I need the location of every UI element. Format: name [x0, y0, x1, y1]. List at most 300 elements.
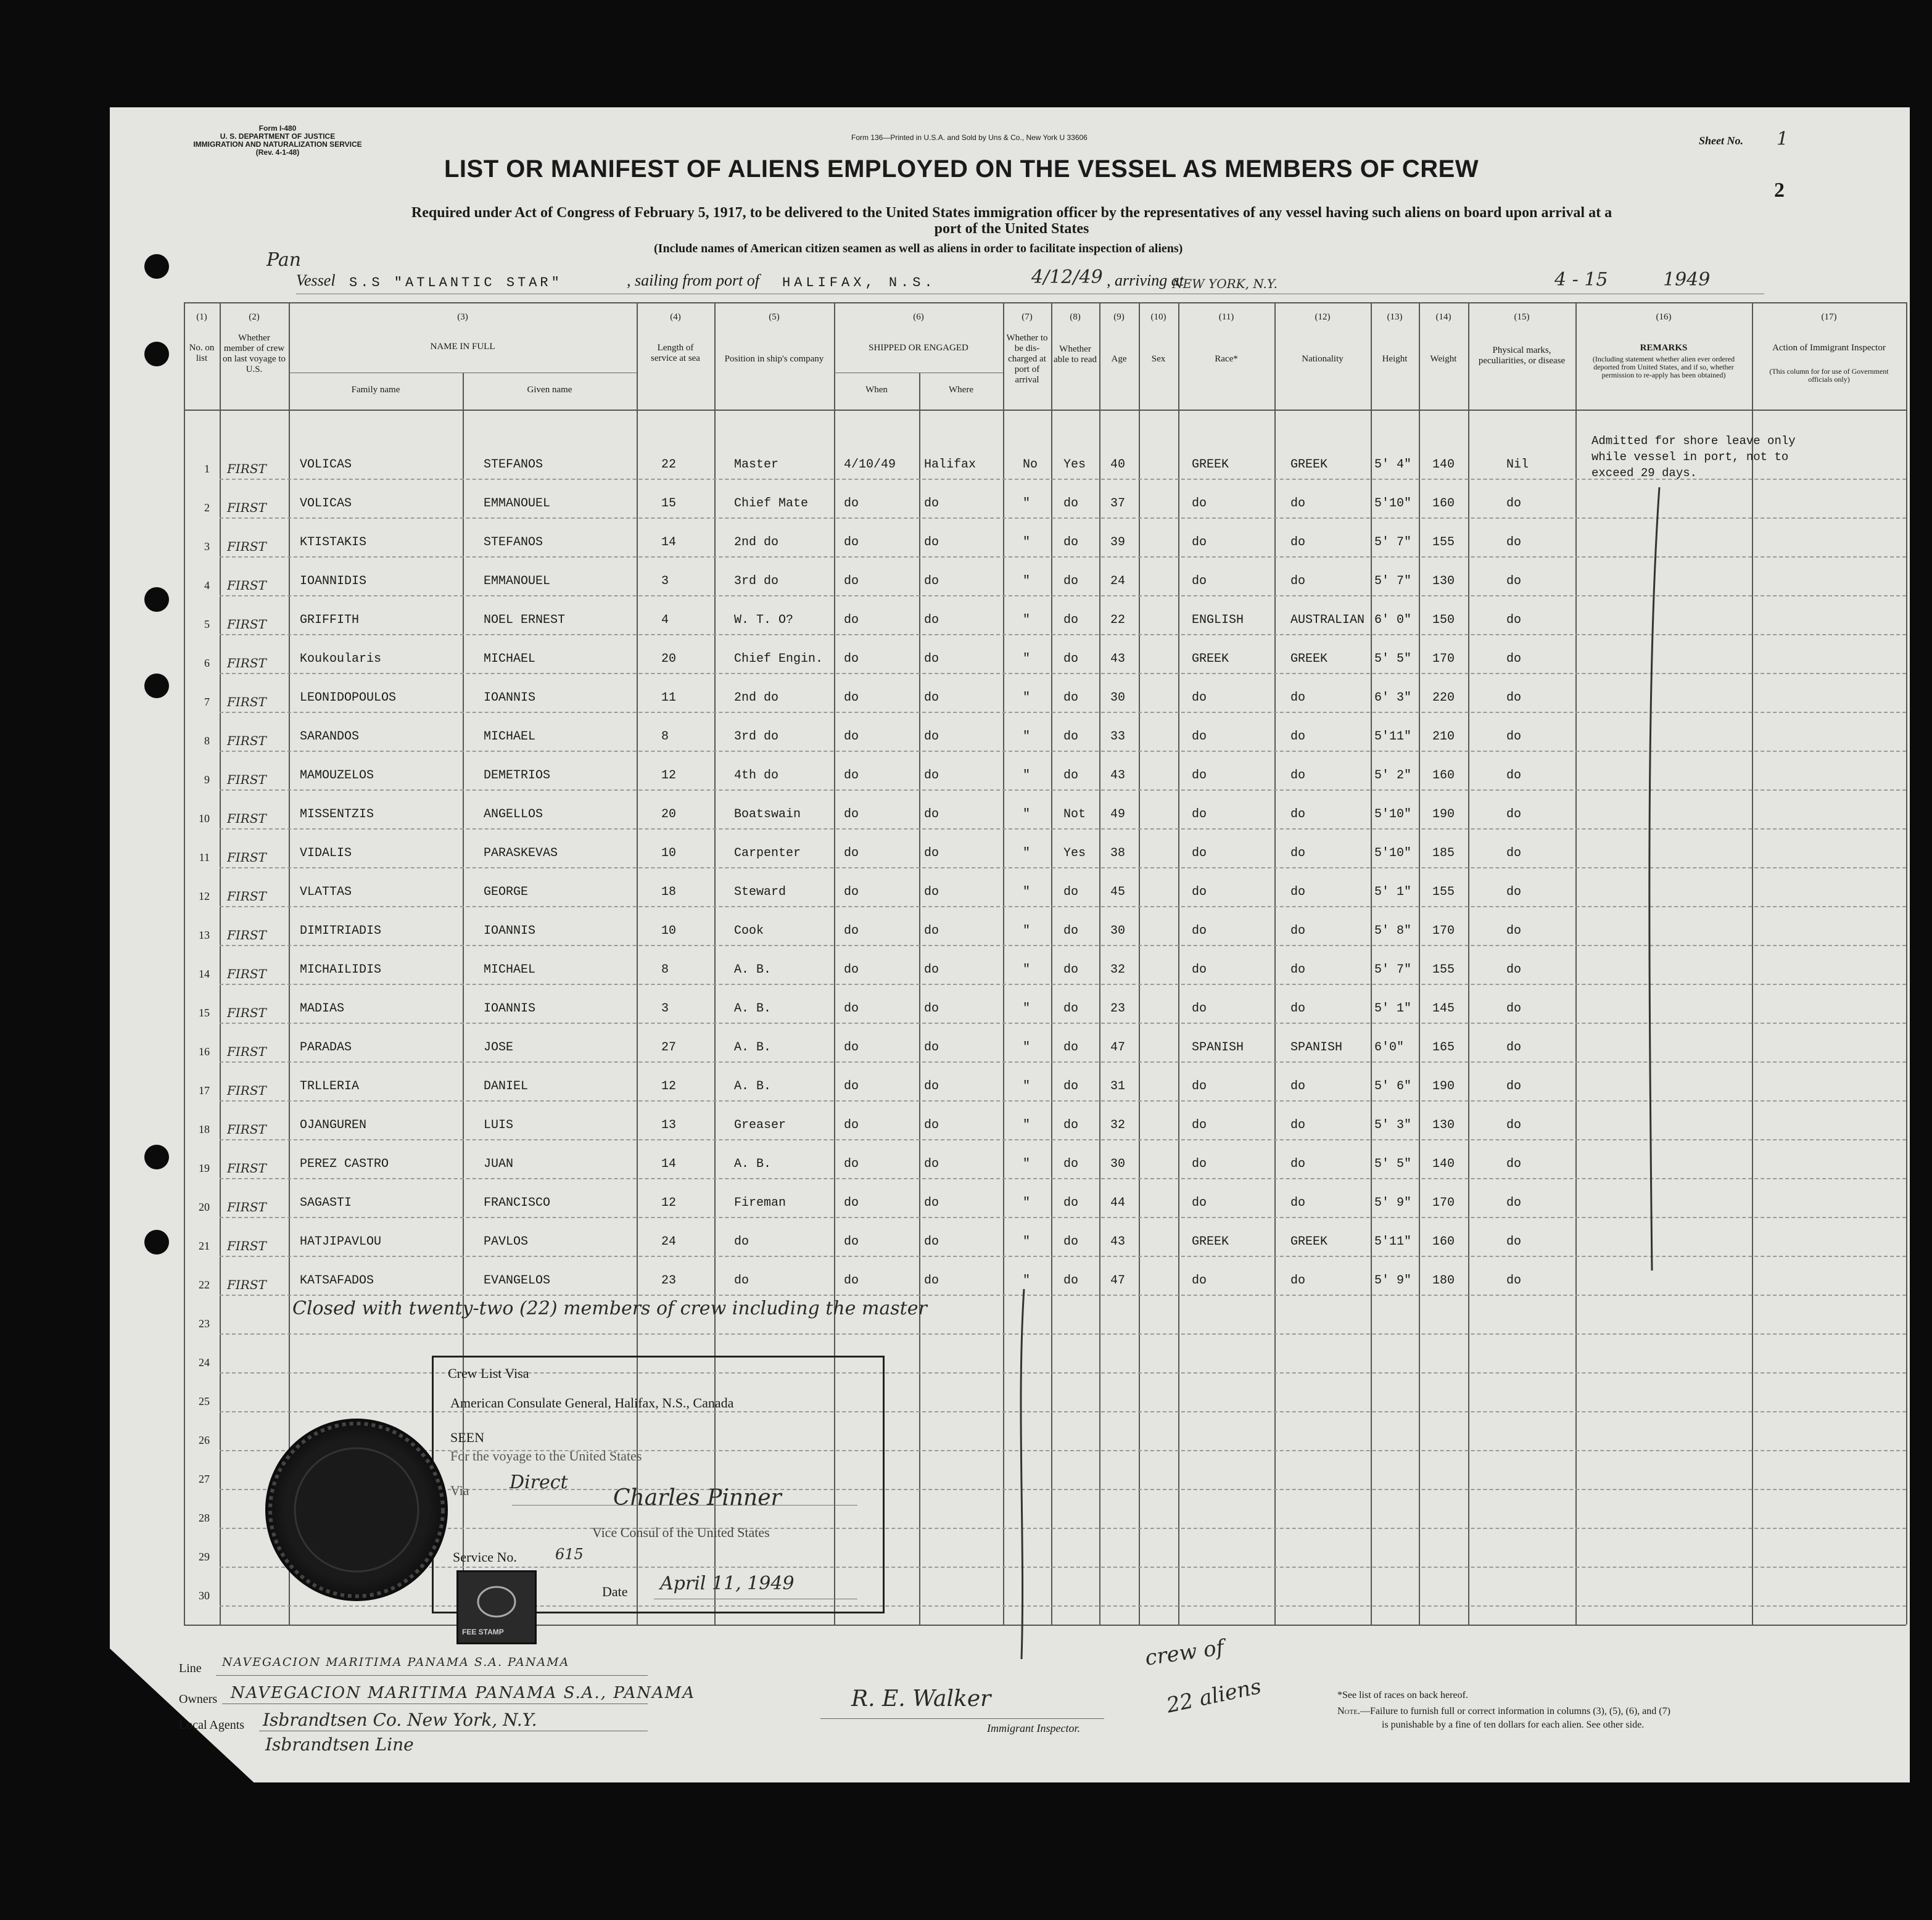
when-cell: do [844, 1118, 859, 1132]
previous-voyage-cell: FIRST [227, 1044, 266, 1059]
remarks-line-3: exceed 29 days. [1591, 466, 1698, 480]
row-rule [220, 1333, 1906, 1335]
race-cell: do [1192, 1196, 1207, 1210]
dis-cell: " [1023, 807, 1031, 822]
previous-voyage-cell: FIRST [227, 1277, 266, 1292]
family-cell: KATSAFADOS [300, 1274, 374, 1288]
where-cell: do [924, 1235, 939, 1249]
read-cell: do [1063, 924, 1079, 938]
read-cell: do [1063, 1196, 1079, 1210]
col-11-number: (11) [1218, 312, 1234, 322]
ht-cell: 6' 3" [1374, 691, 1412, 705]
row-number: 3 [204, 540, 210, 553]
previous-voyage-cell: FIRST [227, 772, 266, 787]
row-number: 4 [204, 579, 210, 591]
remarks-line-1: Admitted for shore leave only [1591, 434, 1796, 448]
visa-consulate: American Consulate General, Halifax, N.S., Canada [450, 1395, 734, 1411]
family-cell: HATJIPAVLOU [300, 1235, 382, 1249]
dis-cell: " [1023, 1118, 1031, 1132]
age-cell: 37 [1110, 496, 1126, 511]
row-number: 10 [199, 812, 210, 825]
nat-cell: SPANISH [1290, 1040, 1343, 1055]
where-cell: do [924, 730, 939, 744]
read-cell: do [1063, 885, 1079, 899]
col-7-number: (7) [1022, 312, 1033, 322]
family-cell: MADIAS [300, 1002, 345, 1016]
race-cell: do [1192, 807, 1207, 822]
nat-cell: do [1290, 535, 1306, 550]
read-cell: do [1063, 1040, 1079, 1055]
pos-cell: A. B. [734, 1079, 772, 1094]
row-number: 18 [199, 1123, 210, 1135]
read-cell: do [1063, 730, 1079, 744]
row-number: 20 [199, 1201, 210, 1213]
family-cell: MISSENTZIS [300, 807, 374, 822]
wt-cell: 130 [1432, 1118, 1455, 1132]
wt-cell: 160 [1432, 496, 1455, 511]
given-cell: FRANCISCO [484, 1196, 551, 1210]
given-cell: PARASKEVAS [484, 846, 558, 860]
line-value: NAVEGACION MARITIMA PANAMA S.A. PANAMA [222, 1655, 570, 1669]
date-label: Date [602, 1584, 628, 1599]
marks-cell: do [1506, 963, 1522, 977]
dis-cell: " [1023, 1196, 1031, 1210]
department: U. S. DEPARTMENT OF JUSTICE [220, 132, 336, 141]
given-cell: EVANGELOS [484, 1274, 551, 1288]
crew-count-note: crew of [1143, 1635, 1226, 1671]
age-cell: 43 [1110, 768, 1126, 783]
row-number: 9 [204, 773, 210, 786]
svc-cell: 14 [661, 535, 677, 550]
nat-cell: do [1290, 1002, 1306, 1016]
wt-cell: 160 [1432, 1235, 1455, 1249]
read-cell: do [1063, 1274, 1079, 1288]
row-number: 24 [199, 1356, 210, 1369]
when-cell: do [844, 613, 859, 627]
where-cell: do [924, 846, 939, 860]
read-cell: do [1063, 691, 1079, 705]
col-6-header: SHIPPED OR ENGAGED [869, 343, 968, 353]
given-cell: MICHAEL [484, 963, 536, 977]
race-cell: do [1192, 1118, 1207, 1132]
nat-cell: do [1290, 924, 1306, 938]
age-cell: 38 [1110, 846, 1126, 860]
row-number: 19 [199, 1162, 210, 1174]
previous-voyage-cell: FIRST [227, 889, 266, 904]
dis-cell: " [1023, 535, 1031, 550]
dis-cell: " [1023, 1079, 1031, 1094]
col-17-header: Action of Immigrant Inspector [1772, 343, 1886, 353]
row-number: 14 [199, 968, 210, 980]
where-cell: do [924, 535, 939, 550]
when-cell: do [844, 730, 859, 744]
race-cell: do [1192, 1157, 1207, 1171]
marks-cell: do [1506, 1079, 1522, 1094]
departure-port: HALIFAX, N.S. [782, 275, 936, 290]
pos-cell: W. T. O? [734, 613, 794, 627]
nat-cell: do [1290, 1196, 1306, 1210]
svc-cell: 18 [661, 885, 677, 899]
nat-cell: do [1290, 574, 1306, 588]
wt-cell: 145 [1432, 1002, 1455, 1016]
previous-voyage-cell: FIRST [227, 1238, 266, 1253]
age-cell: 30 [1110, 1157, 1126, 1171]
col-15-header: Physical marks, peculiarities, or disease [1478, 345, 1566, 366]
service-number: 615 [555, 1546, 584, 1563]
where-cell: Halifax [924, 458, 976, 472]
row-number: 22 [199, 1279, 210, 1291]
row-number: 21 [199, 1240, 210, 1252]
shipped-when-header: When [865, 385, 888, 395]
pos-cell: Chief Mate [734, 496, 809, 511]
dis-cell: " [1023, 613, 1031, 627]
where-cell: do [924, 807, 939, 822]
visa-via-label: Via [450, 1483, 469, 1498]
col-2-number: (2) [249, 312, 260, 322]
age-cell: 45 [1110, 885, 1126, 899]
svc-cell: 14 [661, 1157, 677, 1171]
dis-cell: " [1023, 924, 1031, 938]
svc-cell: 12 [661, 1079, 677, 1094]
col-4-number: (4) [670, 312, 681, 322]
svc-cell: 8 [661, 730, 669, 744]
arriving-label: , arriving at [1107, 271, 1184, 289]
marks-cell: do [1506, 1196, 1522, 1210]
nat-cell: do [1290, 846, 1306, 860]
race-cell: do [1192, 496, 1207, 511]
col-17-note: (This column for for use of Government officials only) [1769, 367, 1889, 384]
arrival-year: 1949 [1663, 269, 1711, 290]
col-3-number: (3) [457, 312, 468, 322]
ht-cell: 5' 9" [1374, 1196, 1412, 1210]
row-rule [220, 1295, 1906, 1296]
local-agents-value: Isbrandtsen Co. New York, N.Y. [263, 1710, 537, 1730]
row-number: 17 [199, 1084, 210, 1097]
where-cell: do [924, 1157, 939, 1171]
when-cell: do [844, 574, 859, 588]
marks-cell: do [1506, 807, 1522, 822]
form-header [185, 125, 370, 157]
read-cell: Yes [1063, 458, 1086, 472]
subtitle-note: (Include names of American citizen seamen as well as aliens in order to facilitate inspection of aliens) [654, 242, 1183, 255]
when-cell: do [844, 1196, 859, 1210]
race-cell: GREEK [1192, 1235, 1229, 1249]
svc-cell: 11 [661, 691, 677, 705]
previous-voyage-cell: FIRST [227, 1200, 266, 1214]
svc-cell: 8 [661, 963, 669, 977]
race-cell: do [1192, 1274, 1207, 1288]
dis-cell: " [1023, 1040, 1031, 1055]
ht-cell: 5'11" [1374, 730, 1412, 744]
marks-cell: do [1506, 1118, 1522, 1132]
row-number: 1 [204, 463, 210, 475]
family-cell: GRIFFITH [300, 613, 360, 627]
race-cell: do [1192, 768, 1207, 783]
race-cell: do [1192, 574, 1207, 588]
nat-cell: do [1290, 730, 1306, 744]
vessel-flag: Pan [266, 249, 302, 271]
dis-cell: " [1023, 691, 1031, 705]
where-cell: do [924, 885, 939, 899]
pos-cell: 2nd do [734, 535, 779, 550]
nat-cell: do [1290, 885, 1306, 899]
ht-cell: 5' 1" [1374, 1002, 1412, 1016]
family-cell: VIDALIS [300, 846, 352, 860]
age-cell: 47 [1110, 1274, 1126, 1288]
pos-cell: 2nd do [734, 691, 779, 705]
ht-cell: 5' 7" [1374, 963, 1412, 977]
svc-cell: 13 [661, 1118, 677, 1132]
race-cell: do [1192, 535, 1207, 550]
col-8-number: (8) [1070, 312, 1081, 322]
race-cell: do [1192, 730, 1207, 744]
age-cell: 31 [1110, 1079, 1126, 1094]
wt-cell: 180 [1432, 1274, 1455, 1288]
nat-cell: GREEK [1290, 652, 1328, 666]
svc-cell: 12 [661, 1196, 677, 1210]
wt-cell: 190 [1432, 1079, 1455, 1094]
dis-cell: " [1023, 1274, 1031, 1288]
age-cell: 43 [1110, 652, 1126, 666]
where-cell: do [924, 1196, 939, 1210]
pos-cell: A. B. [734, 1002, 772, 1016]
dis-cell: " [1023, 885, 1031, 899]
col-7-header: Whether to be dis-charged at port of arrival [1006, 333, 1048, 385]
punch-hole [144, 254, 169, 279]
col-3-header: NAME IN FULL [430, 342, 495, 352]
pos-cell: do [734, 1235, 749, 1249]
nat-cell: do [1290, 1157, 1306, 1171]
sailing-label: , sailing from port of [627, 271, 760, 289]
given-cell: MICHAEL [484, 730, 536, 744]
race-cell: ENGLISH [1192, 613, 1244, 627]
marks-cell: do [1506, 1040, 1522, 1055]
col-9-header: Age [1111, 354, 1127, 364]
svc-cell: 15 [661, 496, 677, 511]
nat-cell: do [1290, 963, 1306, 977]
family-cell: MICHAILIDIS [300, 963, 382, 977]
pos-cell: Fireman [734, 1196, 786, 1210]
dis-cell: " [1023, 846, 1031, 860]
svc-cell: 10 [661, 846, 677, 860]
fee-stamp-label: FEE STAMP [462, 1628, 504, 1636]
wt-cell: 170 [1432, 924, 1455, 938]
ht-cell: 5' 3" [1374, 1118, 1412, 1132]
family-cell: TRLLERIA [300, 1079, 360, 1094]
row-number: 11 [199, 851, 210, 863]
read-cell: do [1063, 1157, 1079, 1171]
svc-cell: 10 [661, 924, 677, 938]
marks-cell: do [1506, 535, 1522, 550]
form-number: Form I-480 [258, 124, 297, 133]
race-cell: GREEK [1192, 652, 1229, 666]
age-cell: 32 [1110, 1118, 1126, 1132]
row-number: 25 [199, 1395, 210, 1407]
ht-cell: 5'10" [1374, 496, 1412, 511]
race-cell: SPANISH [1192, 1040, 1244, 1055]
vessel-name: S.S "ATLANTIC STAR" [349, 275, 563, 290]
penalty-note [1337, 1706, 1670, 1717]
marks-cell: do [1506, 613, 1522, 627]
given-name-header: Given name [527, 385, 572, 395]
ht-cell: 5' 5" [1374, 1157, 1412, 1171]
given-cell: JOSE [484, 1040, 514, 1055]
col-14-header: Weight [1430, 354, 1457, 364]
given-cell: EMMANOUEL [484, 496, 551, 511]
nat-cell: do [1290, 691, 1306, 705]
svc-cell: 22 [661, 458, 677, 472]
svc-cell: 23 [661, 1274, 677, 1288]
age-cell: 40 [1110, 458, 1126, 472]
when-cell: do [844, 1079, 859, 1094]
dis-cell: " [1023, 1235, 1031, 1249]
column-scribble-mark [1012, 1283, 1036, 1665]
family-cell: PARADAS [300, 1040, 352, 1055]
wt-cell: 160 [1432, 768, 1455, 783]
dis-cell: " [1023, 496, 1031, 511]
pos-cell: 3rd do [734, 574, 779, 588]
pos-cell: A. B. [734, 963, 772, 977]
wt-cell: 165 [1432, 1040, 1455, 1055]
dis-cell: " [1023, 730, 1031, 744]
when-cell: do [844, 885, 859, 899]
row-number: 23 [199, 1317, 210, 1330]
age-cell: 32 [1110, 963, 1126, 977]
punch-hole [144, 1145, 169, 1169]
when-cell: do [844, 846, 859, 860]
consul-signature: Charles Pinner [613, 1485, 782, 1510]
previous-voyage-cell: FIRST [227, 578, 266, 593]
nat-cell: AUSTRALIAN [1290, 613, 1365, 627]
sheet-number: 1 [1777, 128, 1789, 150]
table-bottom-border [184, 1625, 1906, 1626]
age-cell: 30 [1110, 691, 1126, 705]
given-cell: IOANNIS [484, 1002, 536, 1016]
where-cell: do [924, 574, 939, 588]
read-cell: do [1063, 535, 1079, 550]
previous-voyage-cell: FIRST [227, 928, 266, 942]
local-agents-value-2: Isbrandtsen Line [265, 1734, 414, 1755]
nat-cell: do [1290, 768, 1306, 783]
ht-cell: 5'10" [1374, 807, 1412, 822]
previous-voyage-cell: FIRST [227, 1161, 266, 1176]
marks-cell: do [1506, 1235, 1522, 1249]
when-cell: do [844, 691, 859, 705]
given-cell: LUIS [484, 1118, 514, 1132]
nat-cell: do [1290, 496, 1306, 511]
race-cell: do [1192, 691, 1207, 705]
given-cell: JUAN [484, 1157, 514, 1171]
nat-cell: GREEK [1290, 458, 1328, 472]
family-cell: Koukoularis [300, 652, 382, 666]
when-cell: do [844, 768, 859, 783]
col-8-header: Whether able to read [1054, 344, 1097, 365]
previous-voyage-cell: FIRST [227, 694, 266, 709]
ht-cell: 5' 2" [1374, 768, 1412, 783]
previous-voyage-cell: FIRST [227, 1122, 266, 1137]
family-cell: VLATTAS [300, 885, 352, 899]
pos-cell: Boatswain [734, 807, 801, 822]
svc-cell: 4 [661, 613, 669, 627]
age-cell: 43 [1110, 1235, 1126, 1249]
ht-cell: 5' 9" [1374, 1274, 1412, 1288]
col-1-number: (1) [196, 312, 207, 322]
given-cell: ANGELLOS [484, 807, 543, 822]
previous-voyage-cell: FIRST [227, 617, 266, 632]
penalty-note-2: is punishable by a fine of ten dollars for each alien. See other side. [1382, 1720, 1645, 1730]
punch-hole [144, 1230, 169, 1255]
page-title: LIST OR MANIFEST OF ALIENS EMPLOYED ON THE VESSEL AS MEMBERS OF CREW [444, 155, 1479, 183]
read-cell: do [1063, 1002, 1079, 1016]
dis-cell: " [1023, 1002, 1031, 1016]
ht-cell: 5' 6" [1374, 1079, 1412, 1094]
family-cell: SARANDOS [300, 730, 360, 744]
when-cell: do [844, 1002, 859, 1016]
nat-cell: do [1290, 1118, 1306, 1132]
given-cell: DANIEL [484, 1079, 529, 1094]
races-note: *See list of races on back hereof. [1337, 1690, 1468, 1700]
pos-cell: A. B. [734, 1040, 772, 1055]
punch-hole [144, 342, 169, 366]
marks-cell: do [1506, 768, 1522, 783]
nat-cell: GREEK [1290, 1235, 1328, 1249]
row-number: 8 [204, 735, 210, 747]
where-cell: do [924, 1079, 939, 1094]
remarks-line-2: while vessel in port, not to [1591, 450, 1789, 464]
where-cell: do [924, 691, 939, 705]
pos-cell: Cook [734, 924, 764, 938]
wt-cell: 190 [1432, 807, 1455, 822]
family-cell: MAMOUZELOS [300, 768, 374, 783]
row-number: 6 [204, 657, 210, 669]
age-cell: 24 [1110, 574, 1126, 588]
ht-cell: 5' 1" [1374, 885, 1412, 899]
punch-hole [144, 674, 169, 698]
wt-cell: 130 [1432, 574, 1455, 588]
wt-cell: 150 [1432, 613, 1455, 627]
svc-cell: 27 [661, 1040, 677, 1055]
marks-cell: do [1506, 691, 1522, 705]
row-number: 15 [199, 1007, 210, 1019]
col-10-header: Sex [1151, 354, 1166, 364]
row-number: 16 [199, 1045, 210, 1058]
visa-title: Crew List Visa [448, 1366, 529, 1381]
read-cell: do [1063, 963, 1079, 977]
table-top-border [184, 302, 1906, 303]
owners-value: NAVEGACION MARITIMA PANAMA S.A., PANAMA [231, 1684, 696, 1702]
given-cell: NOEL ERNEST [484, 613, 566, 627]
row-number: 12 [199, 890, 210, 902]
where-cell: do [924, 1040, 939, 1055]
marks-cell: Nil [1506, 458, 1529, 472]
row-number: 2 [204, 501, 210, 514]
col-16-header: REMARKS [1640, 343, 1688, 353]
punch-hole [144, 587, 169, 612]
svc-cell: 20 [661, 652, 677, 666]
col-16-number: (16) [1656, 312, 1672, 322]
given-cell: EMMANOUEL [484, 574, 551, 588]
pos-cell: Carpenter [734, 846, 801, 860]
family-cell: LEONIDOPOULOS [300, 691, 397, 705]
marks-cell: do [1506, 846, 1522, 860]
when-cell: do [844, 807, 859, 822]
previous-voyage-cell: FIRST [227, 461, 266, 476]
row-number: 7 [204, 696, 210, 708]
when-cell: do [844, 496, 859, 511]
dis-cell: " [1023, 1157, 1031, 1171]
age-cell: 30 [1110, 924, 1126, 938]
read-cell: Not [1063, 807, 1086, 822]
